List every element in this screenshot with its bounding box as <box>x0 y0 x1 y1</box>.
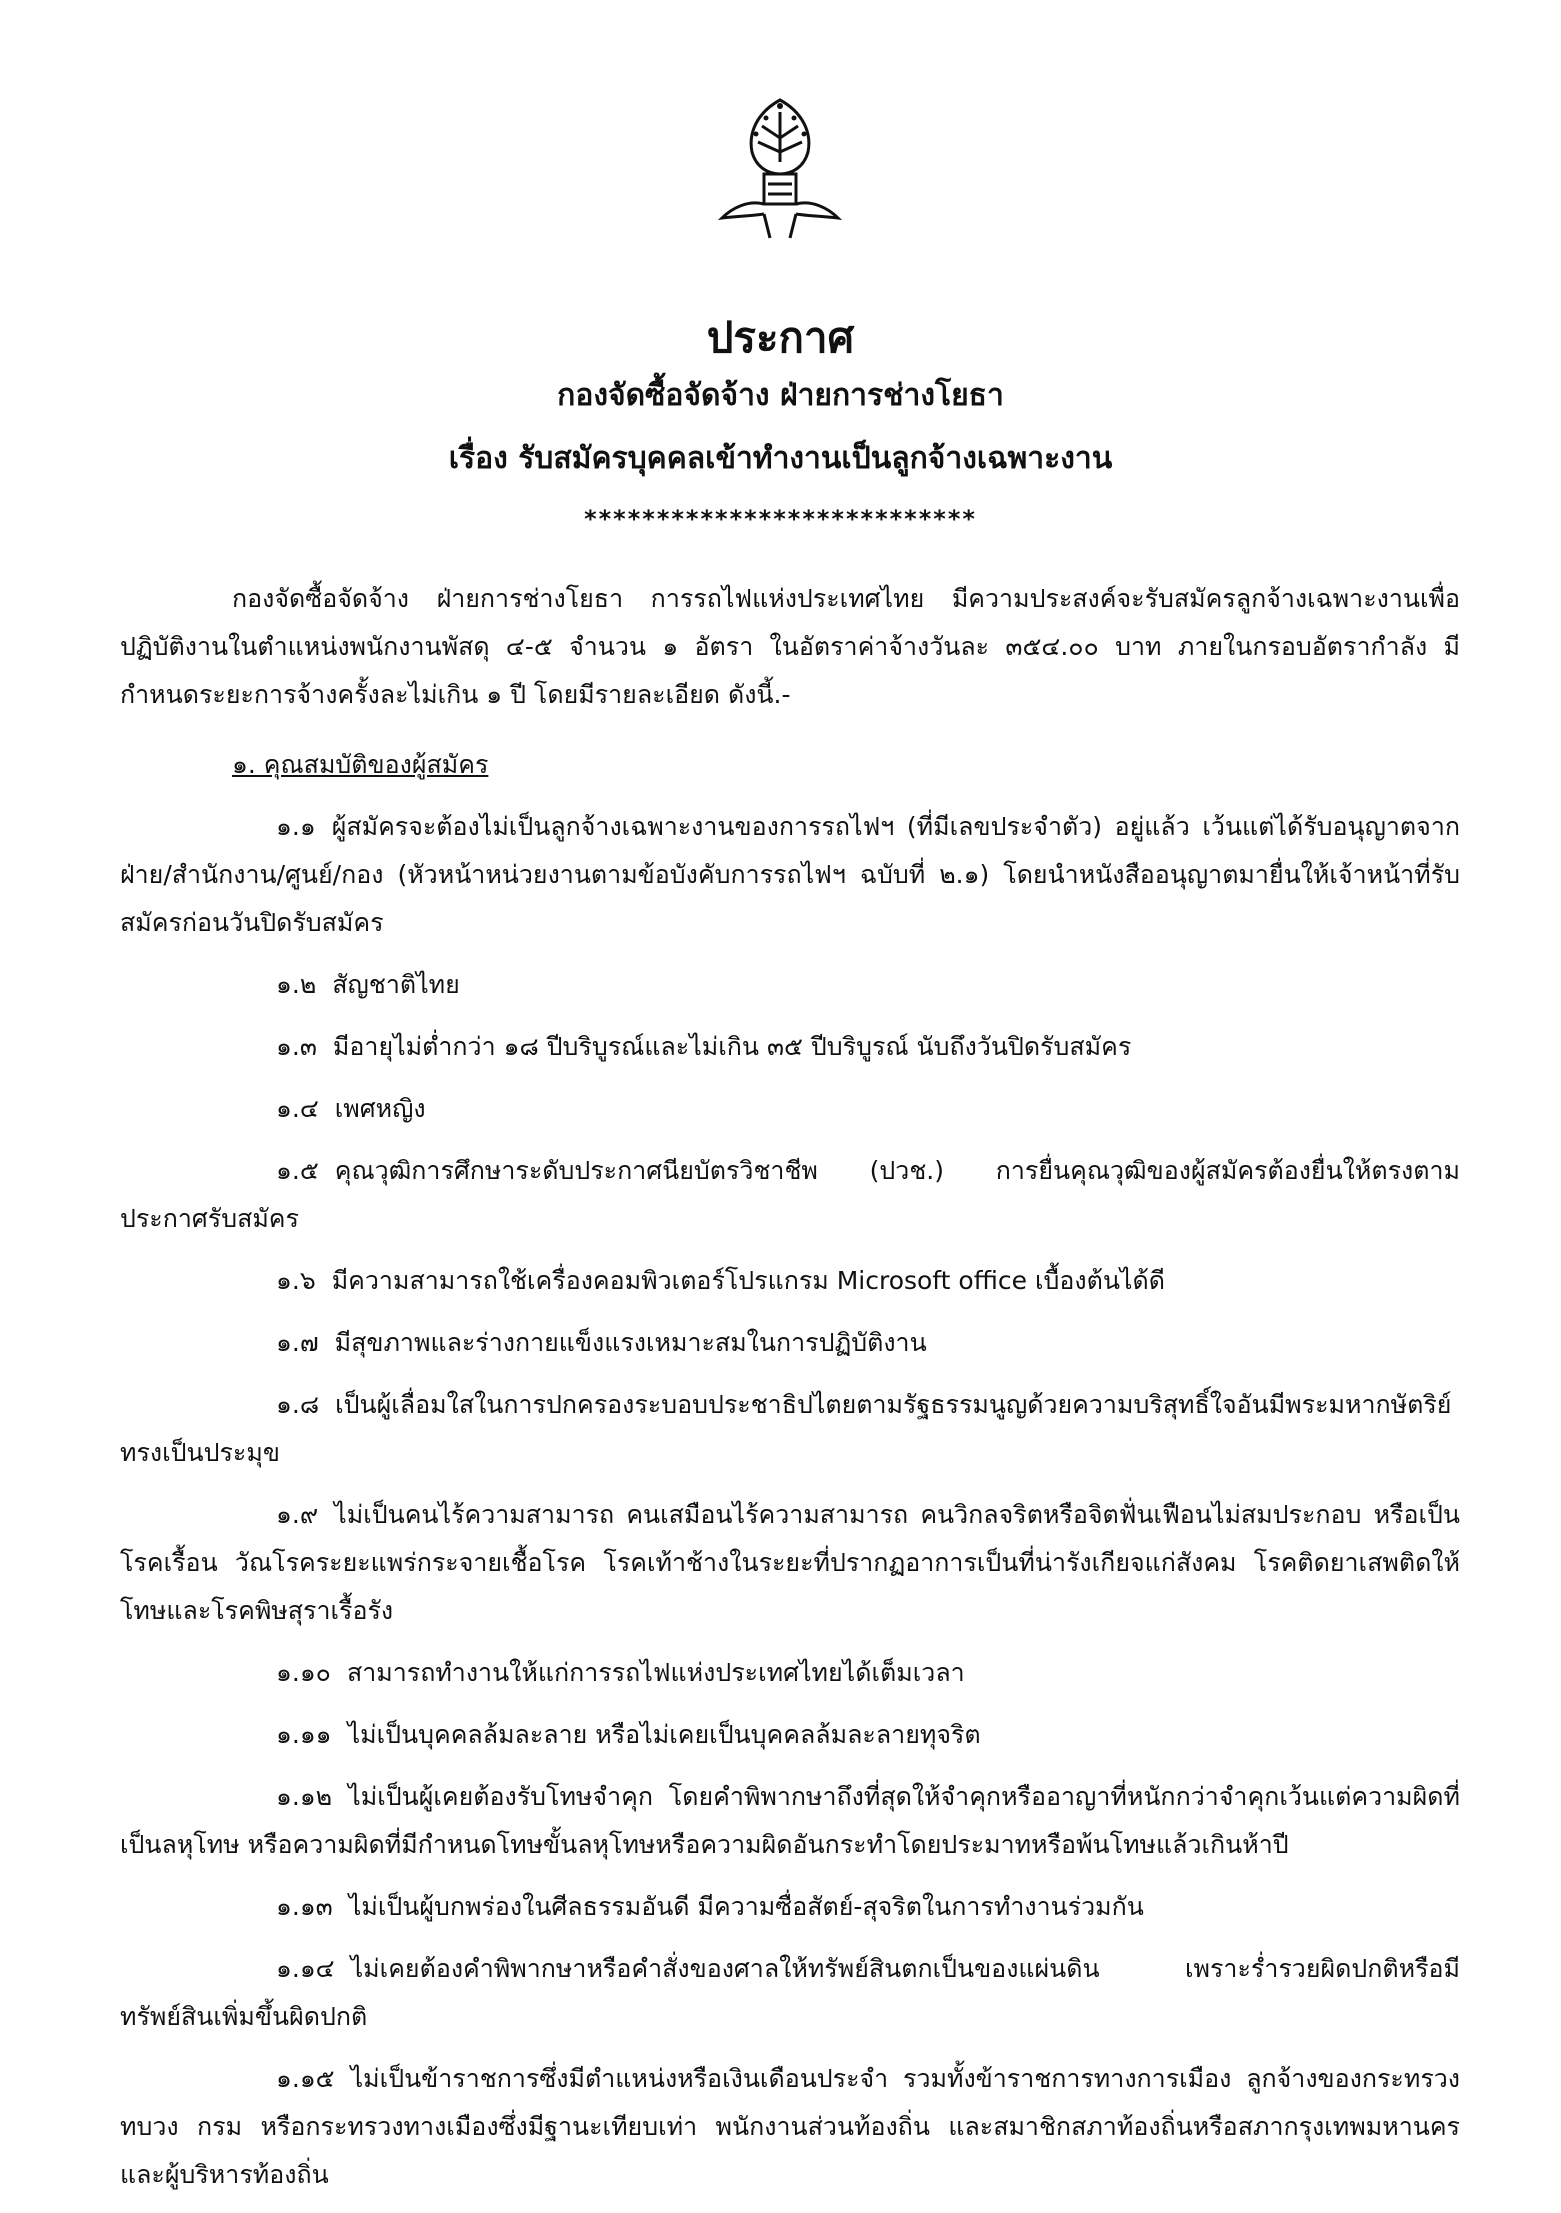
document-title: ประกาศ <box>706 313 855 362</box>
list-item <box>120 1319 1460 1367</box>
item-text: คุณวุฒิการศึกษาระดับประกาศนียบัตรวิชาชีพ (ปวช.) การยื่นคุณวุฒิของผู้สมัครต้องยื่นให้ตรงตามประกาศรับสมัคร <box>120 1156 1460 1233</box>
item-number: ๑.๑๕ <box>276 2064 335 2093</box>
item-text: ไม่เป็นคนไร้ความสามารถ คนเสมือนไร้ความสามารถ คนวิกลจริตหรือจิตฟั่นเฟือนไม่สมประกอบ หรือเป็นโรคเรื้อน วัณโรคระยะแพร่กระจายเชื้อโรค โรคเท้าช้างในระยะที่ปรากฏอาการเป็นที่น่ารังเกียจแก่สังคม โรคติดยาเสพติดให้โทษและโรคพิษสุราเรื้อรัง <box>120 1500 1460 1625</box>
list-item <box>120 1883 1460 1931</box>
separator: *************************** <box>584 505 977 533</box>
list-item <box>120 2055 1460 2199</box>
list-item <box>120 1381 1460 1477</box>
item-text: ไม่เป็นผู้บกพร่องในศีลธรรมอันดี มีความซื่อสัตย์-สุจริตในการทำงานร่วมกัน <box>348 1892 1144 1921</box>
list-item <box>120 1711 1460 1759</box>
item-text: เพศหญิง <box>334 1094 426 1123</box>
item-number: ๑.๑๑ <box>276 1720 332 1749</box>
item-number: ๑.๓ <box>276 1032 317 1061</box>
item-text: สามารถทำงานให้แก่การรถไฟแห่งประเทศไทยได้เต็มเวลา <box>346 1658 965 1687</box>
item-number: ๑.๙ <box>276 1500 319 1529</box>
list-item <box>120 1257 1460 1305</box>
list-item <box>120 1085 1460 1133</box>
item-text: ไม่เป็นบุคคลล้มละลาย หรือไม่เคยเป็นบุคคลล้มละลายทุจริต <box>347 1720 981 1749</box>
list-item <box>120 1491 1460 1635</box>
department-name: กองจัดซื้อจัดจ้าง ฝ่ายการช่างโยธา <box>557 378 1004 413</box>
intro-paragraph: กองจัดซื้อจัดจ้าง ฝ่ายการช่างโยธา การรถไฟแห่งประเทศไทย มีความประสงค์จะรับสมัครลูกจ้างเฉพาะงานเพื่อปฏิบัติงานในตำแหน่งพนักงานพัสดุ ๔-๕ จำนวน ๑ อัตรา ในอัตราค่าจ้างวันละ ๓๕๔.๐๐ บาท ภายในกรอบอัตรากำลัง มีกำหนดระยะการจ้างครั้งละไม่เกิน ๑ ปี โดยมีรายละเอียด ดังนี้.- <box>120 584 1460 709</box>
item-number: ๑.๗ <box>276 1328 319 1357</box>
list-item <box>120 1649 1460 1697</box>
item-number: ๑.๕ <box>276 1156 319 1185</box>
item-text: มีสุขภาพและร่างกายแข็งแรงเหมาะสมในการปฏิบัติงาน <box>334 1328 927 1357</box>
item-number: ๑.๑ <box>276 812 316 841</box>
item-number: ๑.๔ <box>276 1094 319 1123</box>
item-number: ๑.๑๒ <box>276 1782 333 1811</box>
item-text: เป็นผู้เลื่อมใสในการปกครองระบอบประชาธิปไตยตามรัฐธรรมนูญด้วยความบริสุทธิ์ใจอันมีพระมหากษัตริย์ทรงเป็นประมุข <box>120 1390 1452 1467</box>
item-number: ๑.๘ <box>276 1390 320 1419</box>
document-subject: เรื่อง รับสมัครบุคคลเข้าทำงานเป็นลูกจ้างเฉพาะงาน <box>448 441 1113 476</box>
item-text: สัญชาติไทย <box>332 970 460 999</box>
item-text: มีความสามารถใช้เครื่องคอมพิวเตอร์โปรแกรม Microsoft office เบื้องต้นได้ดี <box>331 1266 1165 1295</box>
srt-emblem-icon <box>718 92 842 242</box>
list-item <box>120 1147 1460 1243</box>
item-number: ๑.๒ <box>276 970 317 999</box>
item-text: ไม่เคยต้องคำพิพากษาหรือคำสั่งของศาลให้ทรัพย์สินตกเป็นของแผ่นดิน เพราะร่ำรวยผิดปกติหรือมีทรัพย์สินเพิ่มขึ้นผิดปกติ <box>120 1954 1460 2031</box>
item-number: ๑.๑๓ <box>276 1892 333 1921</box>
list-item <box>120 1023 1460 1071</box>
list-item <box>120 1945 1460 2041</box>
item-text: ผู้สมัครจะต้องไม่เป็นลูกจ้างเฉพาะงานของการรถไฟฯ (ที่มีเลขประจำตัว) อยู่แล้ว เว้นแต่ได้รับอนุญาตจากฝ่าย/สำนักงาน/ศูนย์/กอง (หัวหน้าหน่วยงานตามข้อบังคับการรถไฟฯ ฉบับที่ ๒.๑) โดยนำหนังสืออนุญาตมายื่นให้เจ้าหน้าที่รับสมัครก่อนวันปิดรับสมัคร <box>120 812 1460 937</box>
item-text: ไม่เป็นข้าราชการซึ่งมีตำแหน่งหรือเงินเดือนประจำ รวมทั้งข้าราชการทางการเมือง ลูกจ้างของกระทรวง ทบวง กรม หรือกระทรวงทางเมืองซึ่งมีฐานะเทียบเท่า พนักงานส่วนท้องถิ่น และสมาชิกสภาท้องถิ่นหรือสภากรุงเทพมหานครและผู้บริหารท้องถิ่น <box>120 2064 1460 2189</box>
item-text: ไม่เป็นผู้เคยต้องรับโทษจำคุก โดยคำพิพากษาถึงที่สุดให้จำคุกหรืออาญาที่หนักกว่าจำคุกเว้นแต่ความผิดที่เป็นลหุโทษ หรือความผิดที่มีกำหนดโทษขั้นลหุโทษหรือความผิดอันกระทำโดยประมาทหรือพ้นโทษแล้วเกินห้าปี <box>120 1782 1460 1859</box>
item-text: มีอายุไม่ต่ำกว่า ๑๘ ปีบริบูรณ์และไม่เกิน ๓๕ ปีบริบูรณ์ นับถึงวันปิดรับสมัคร <box>332 1032 1132 1061</box>
item-number: ๑.๖ <box>276 1266 316 1295</box>
document-body <box>120 575 1460 2213</box>
section-heading: ๑. คุณสมบัติของผู้สมัคร <box>232 750 489 779</box>
list-item <box>120 961 1460 1009</box>
item-number: ๑.๑๔ <box>276 1954 335 1983</box>
list-item <box>120 1773 1460 1869</box>
item-number: ๑.๑๐ <box>276 1658 331 1687</box>
list-item <box>120 803 1460 947</box>
